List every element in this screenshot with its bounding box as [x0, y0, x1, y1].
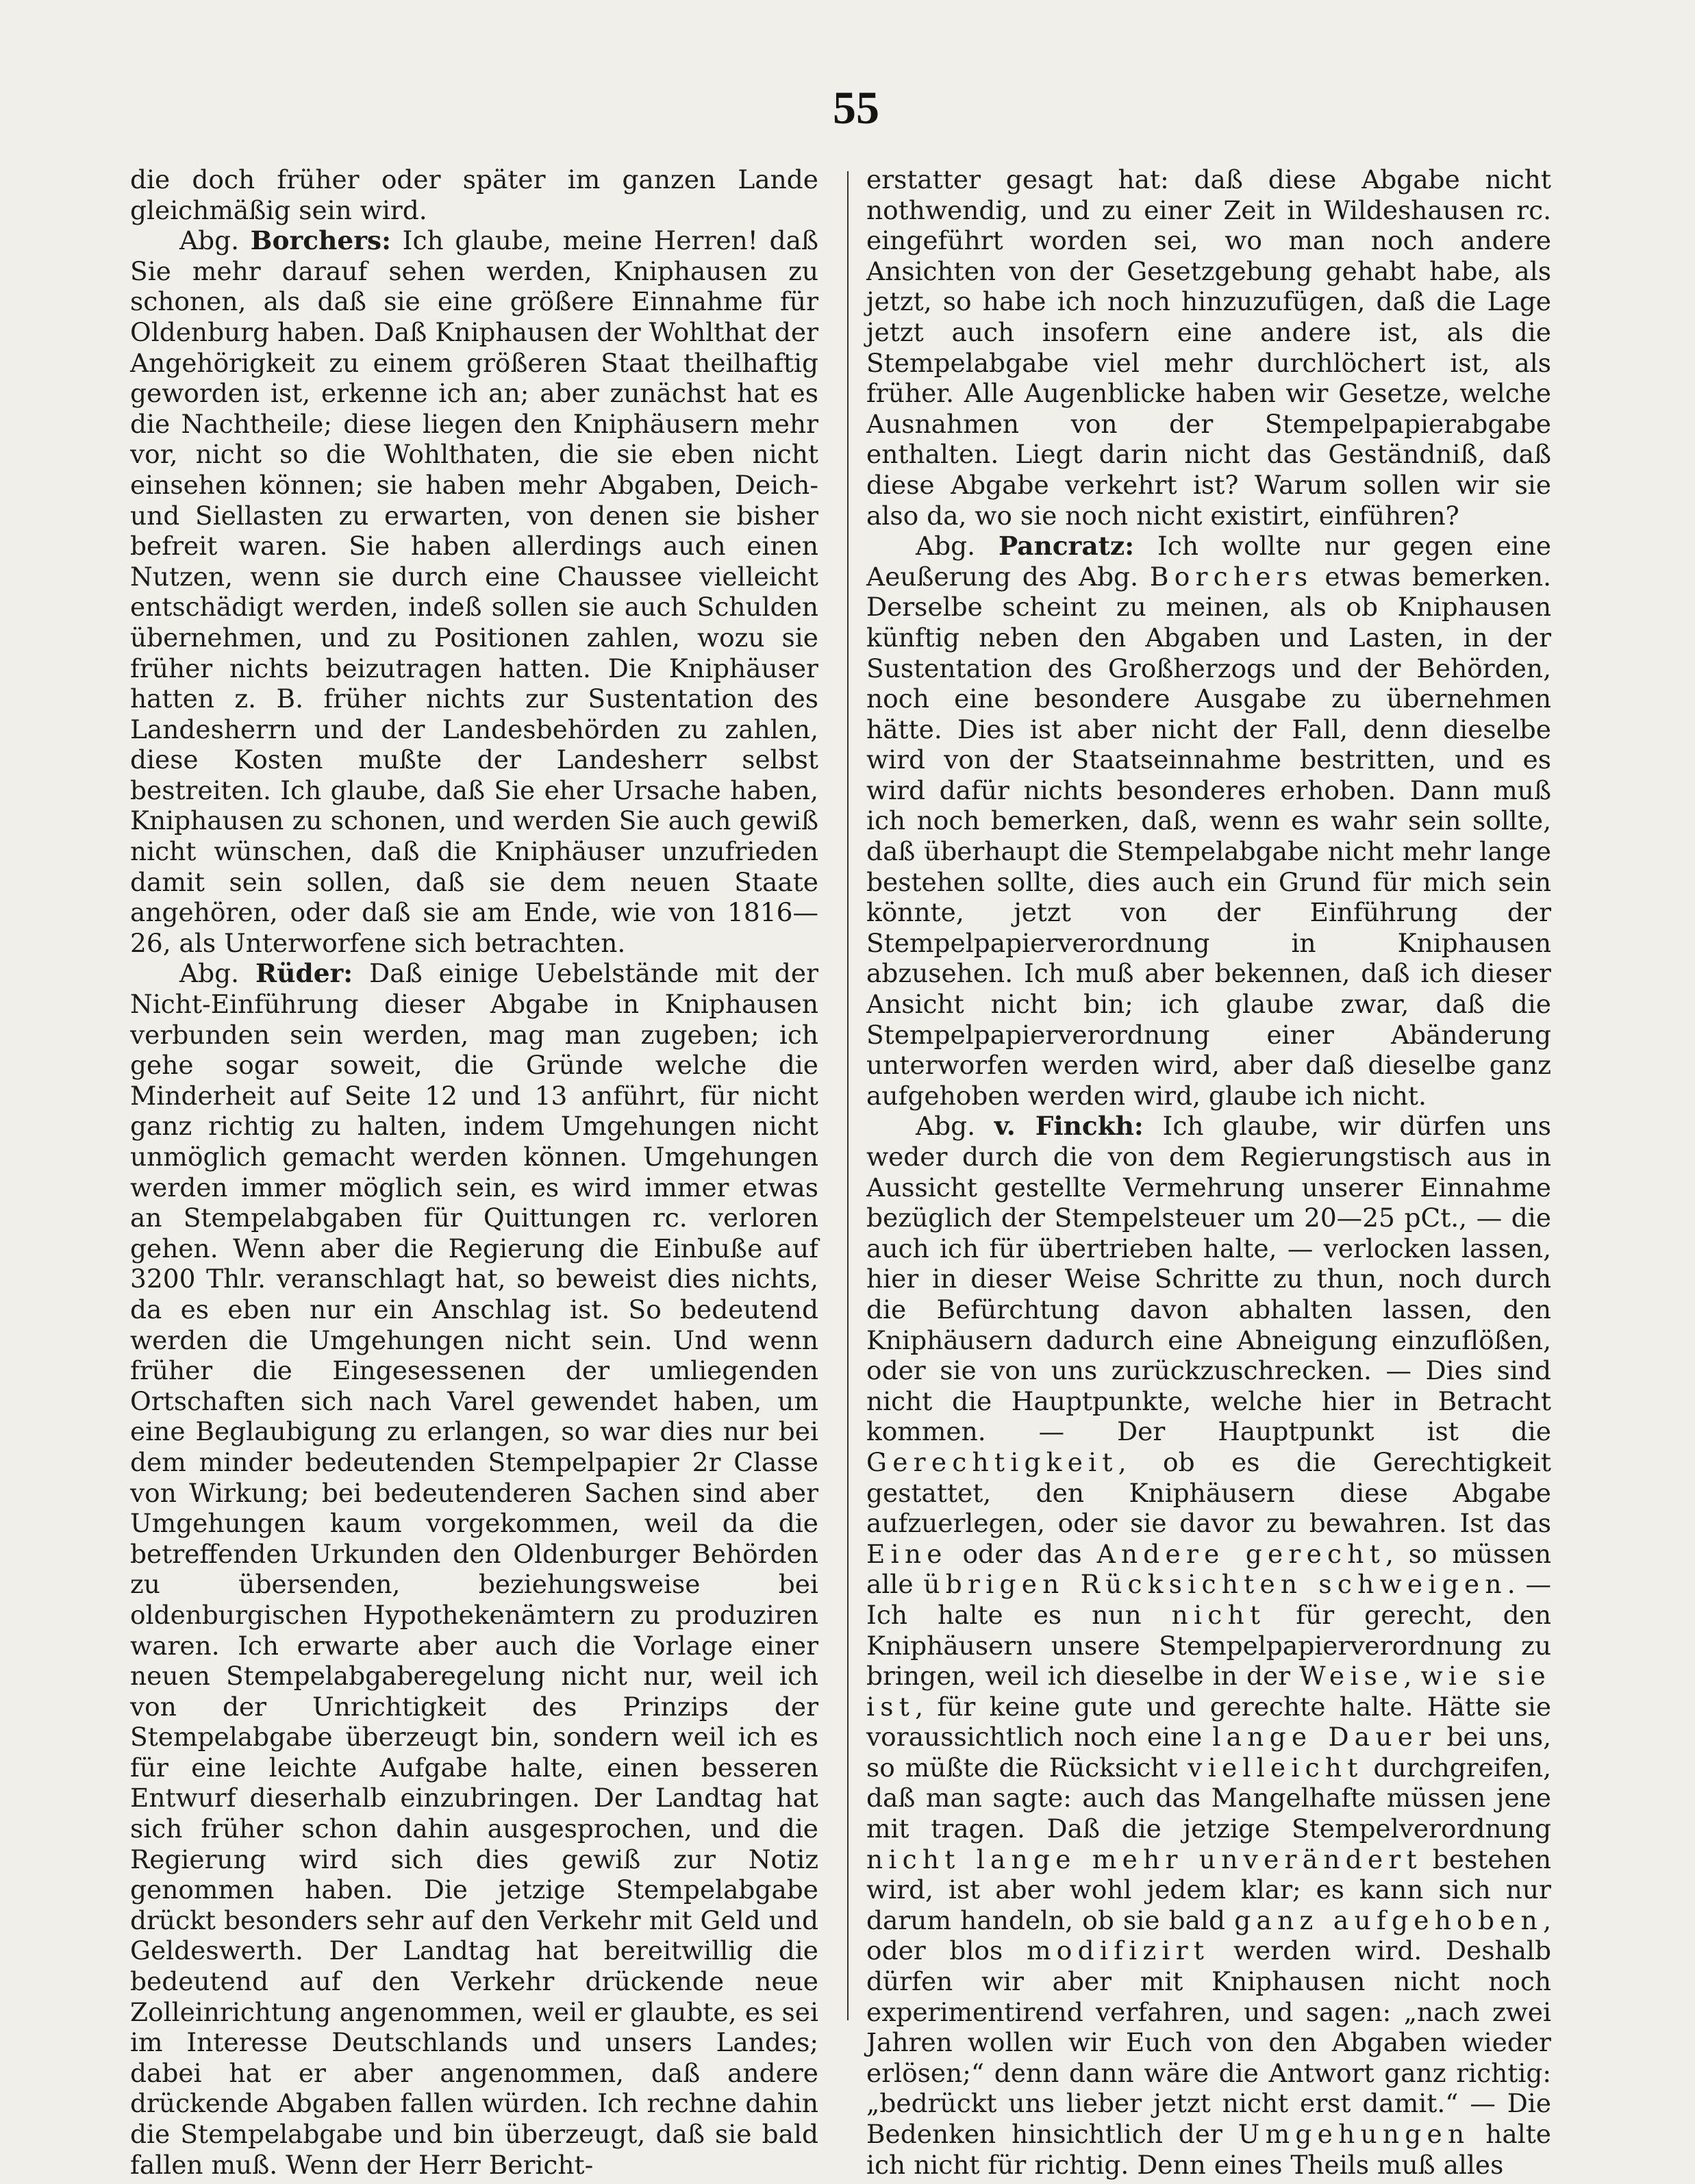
speaker-name: Rüder: — [255, 958, 353, 989]
spaced-emphasis: Borchers — [1149, 561, 1314, 592]
spaced-emphasis: wie sie ist — [866, 1661, 1551, 1722]
speaker-title: Abg. — [179, 225, 240, 256]
spaced-emphasis: lange Dauer — [1212, 1722, 1437, 1753]
spaced-emphasis: modifizirt — [1027, 1935, 1210, 1966]
speaker-title: Abg. — [916, 1111, 976, 1142]
paragraph-pancratz: Abg. Pancratz: Ich wollte nur gegen eine Aeußerung des Abg. Borchers etwas bemerken. Derselbe scheint zu meinen, als ob Kniphausen künftig neben den Abgaben und Lasten, in der Sustentation des Großherzogs und der Behörden, noch eine besondere Ausgabe zu übernehmen hätte. Dies ist aber nicht der Fall, denn dieselbe wird von der Staatseinnahme bestritten, und es wird dafür nichts besonderes erhoben. Dann muß ich noch bemerken, daß, wenn es wahr sein sollte, daß überhaupt die Stempelabgabe nicht mehr lange bestehen sollte, dies auch ein Grund für mich sein könnte, jetzt von der Einführung der Stempelpapierverordnung in Kniphausen abzusehen. Ich muß aber bekennen, daß ich dieser Ansicht nicht bin; ich glaube zwar, daß die Stempelpapierverordnung einer Abänderung unterworfen werden wird, aber daß dieselbe ganz aufgehoben werden wird, glaube ich nicht. — [866, 531, 1551, 1111]
right-column — [866, 164, 1551, 2180]
spaced-emphasis: Gerechtigkeit — [866, 1446, 1118, 1477]
speaker-name: v. Finckh: — [994, 1111, 1144, 1142]
spaced-emphasis: nicht — [1171, 1599, 1266, 1630]
spaced-emphasis: nicht lange mehr unverändert — [866, 1844, 1422, 1874]
speaker-title: Abg. — [179, 958, 240, 989]
spaced-emphasis: übrigen Rücksichten schweigen — [923, 1569, 1507, 1600]
column-divider — [847, 171, 849, 2020]
left-column — [130, 164, 818, 2180]
paragraph-finckh: Abg. v. Finckh: Ich glaube, wir dürfen uns weder durch die von dem Regierungstisch aus in Aussicht gestellte Vermehrung unserer Einnahme bezüglich der Stempelsteuer um 20—25 pCt., — die auch ich für übertrieben halte, — verlocken lassen, hier in dieser Weise Schritte zu thun, noch durch die Befürchtung davon abhalten lassen, den Kniphäusern dadurch eine Abneigung einzuflößen, oder sie von uns zurückzuschrecken. — Dies sind nicht die Hauptpunkte, welche hier in Betracht kommen. — Der Hauptpunkt ist die Gerechtigkeit, ob es die Gerechtigkeit gestattet, den Kniphäusern diese Abgabe aufzuerlegen, oder sie davor zu bewahren. Ist das Eine oder das Andere gerecht, so müssen alle übrigen Rücksichten schweigen. — Ich halte es nun nicht für gerecht, den Kniphäusern unsere Stempelpapierverordnung zu bringen, weil ich dieselbe in der Weise, wie sie ist, für keine gute und gerechte halte. Hätte sie voraussichtlich noch eine lange Dauer bei uns, so müßte die Rücksicht vielleicht durchgreifen, daß man sagte: auch das Mangelhafte müssen jene mit tragen. Daß die jetzige Stempelverordnung nicht lange mehr unverändert bestehen wird, ist aber wohl jedem klar; es kann sich nur darum handeln, ob sie bald ganz aufgehoben, oder blos modifizirt werden wird. Deshalb dürfen wir aber mit Kniphausen nicht noch experimentirend verfahren, und sagen: „nach zwei Jahren wollen wir Euch von den Abgaben wieder erlösen;“ denn dann wäre die Antwort ganz richtig: „bedrückt uns lieber jetzt nicht erst damit.“ — Die Bedenken hinsichtlich der Umgehungen halte ich nicht für richtig. Denn eines Theils muß alles — [866, 1111, 1552, 2180]
paragraph-borchers — [130, 225, 818, 958]
spaced-emphasis: ganz aufgehoben — [1234, 1905, 1544, 1935]
page-number: 55 — [833, 81, 879, 134]
paragraph-continuation: die doch früher oder später im ganzen Lande gleichmäßig sein wird. — [130, 164, 818, 225]
speech-text: Daß einige Uebelstände mit der Nicht-Einführung dieser Abgabe in Kniphausen verbunden sein werden, mag man zugeben; ich gehe sogar soweit, die Gründe welche die Minderheit auf Seite 12 und 13 anführt, für nicht ganz richtig zu halten, indem Umgehungen nicht unmöglich gemacht werden können. Umgehungen werden immer möglich sein, es wird immer etwas an Stempelabgaben für Quittungen rc. verloren gehen. Wenn aber die Regierung die Einbuße auf 3200 Thlr. veranschlagt hat, so beweist dies nichts, da es eben nur ein Anschlag ist. So bedeutend werden die Umgehungen nicht sein. Und wenn früher die Eingesessenen der umliegenden Ortschaften sich nach Varel gewendet haben, um eine Beglaubigung zu erlangen, so war dies nur bei dem minder bedeutenden Stempelpapier 2r Classe von Wirkung; bei bedeutenderen Sachen sind aber Umgehungen kaum vorgekommen, weil da die betreffenden Urkunden den Oldenburger Behörden zu übersenden, beziehungsweise bei oldenburgischen Hypothekenämtern zu produziren waren. Ich erwarte aber auch die Vorlage einer neuen Stempelabgaberegelung nicht nur, weil ich von der Unrichtigkeit des Prinzips der Stempelabgabe überzeugt bin, sondern weil ich es für eine leichte Aufgabe halte, einen besseren Entwurf dieserhalb einzubringen. Der Landtag hat sich früher schon dahin ausgesprochen, und die Regierung wird sich dies gewiß zur Notiz genommen haben. Die jetzige Stempelabgabe drückt besonders sehr auf den Verkehr mit Geld und Geldeswerth. Der Landtag hat bereitwillig die bedeutend auf den Verkehr drückende neue Zolleinrichtung angenommen, weil er glaubte, es sei im Interesse Deutschlands und unsers Landes; dabei hat er aber angenommen, daß andere drückende Abgaben fallen würden. Ich rechne dahin die Stempelabgabe und bin überzeugt, daß sie bald fallen muß. Wenn der Herr Bericht- — [130, 958, 819, 2180]
speaker-title: Abg. — [916, 531, 976, 562]
paragraph-continuation: erstatter gesagt hat: daß diese Abgabe nicht nothwendig, und zu einer Zeit in Wildeshausen rc. eingeführt worden sei, wo man noch andere Ansichten von der Gesetzgebung gehabt habe, als jetzt, so habe ich noch hinzuzufügen, daß die Lage jetzt auch insofern eine andere ist, als die Stempelabgabe viel mehr durchlöchert ist, als früher. Alle Augenblicke haben wir Gesetze, welche Ausnahmen von der Stempelpapierabgabe enthalten. Liegt darin nicht das Geständniß, daß diese Abgabe verkehrt ist? Warum sollen wir sie also da, wo sie noch nicht existirt, einführen? — [866, 164, 1551, 531]
spaced-emphasis: Eine — [866, 1538, 948, 1569]
speaker-name: Borchers: — [250, 225, 391, 256]
spaced-emphasis: Umgehungen — [1238, 2119, 1470, 2149]
spaced-emphasis: vielleicht — [1188, 1752, 1364, 1783]
spaced-emphasis: Andere gerecht — [1096, 1538, 1385, 1569]
paragraph-rueder — [130, 958, 818, 2180]
speech-text: Ich glaube, meine Herren! daß Sie mehr darauf sehen werden, Kniphausen zu schonen, als daß sie eine größere Einnahme für Oldenburg haben. Daß Kniphausen der Wohlthat der Angehörigkeit zu einem größeren Staat theilhaftig geworden ist, erkenne ich an; aber zunächst hat es die Nachtheile; diese liegen den Kniphäusern mehr vor, nicht so die Wohlthaten, die sie eben nicht einsehen können; sie haben mehr Abgaben, Deich- und Siellasten zu erwarten, von denen sie bisher befreit waren. Sie haben allerdings auch einen Nutzen, wenn sie durch eine Chaussee vielleicht entschädigt werden, indeß sollen sie auch Schulden übernehmen, und zu Positionen zahlen, wozu sie früher nichts beizutragen hatten. Die Kniphäuser hatten z. B. früher nichts zur Sustentation des Landesherrn und der Landesbehörden zu zahlen, diese Kosten mußte der Landesherr selbst bestreiten. Ich glaube, daß Sie eher Ursache haben, Kniphausen zu schonen, und werden Sie auch gewiß nicht wünschen, daß die Kniphäuser unzufrieden damit sein sollen, daß sie dem neuen Staate angehören, oder daß sie am Ende, wie von 1816—26, als Unterworfene sich betrachten. — [130, 225, 818, 958]
spaced-emphasis: Weise — [1299, 1661, 1404, 1692]
speaker-name: Pancratz: — [998, 531, 1135, 562]
